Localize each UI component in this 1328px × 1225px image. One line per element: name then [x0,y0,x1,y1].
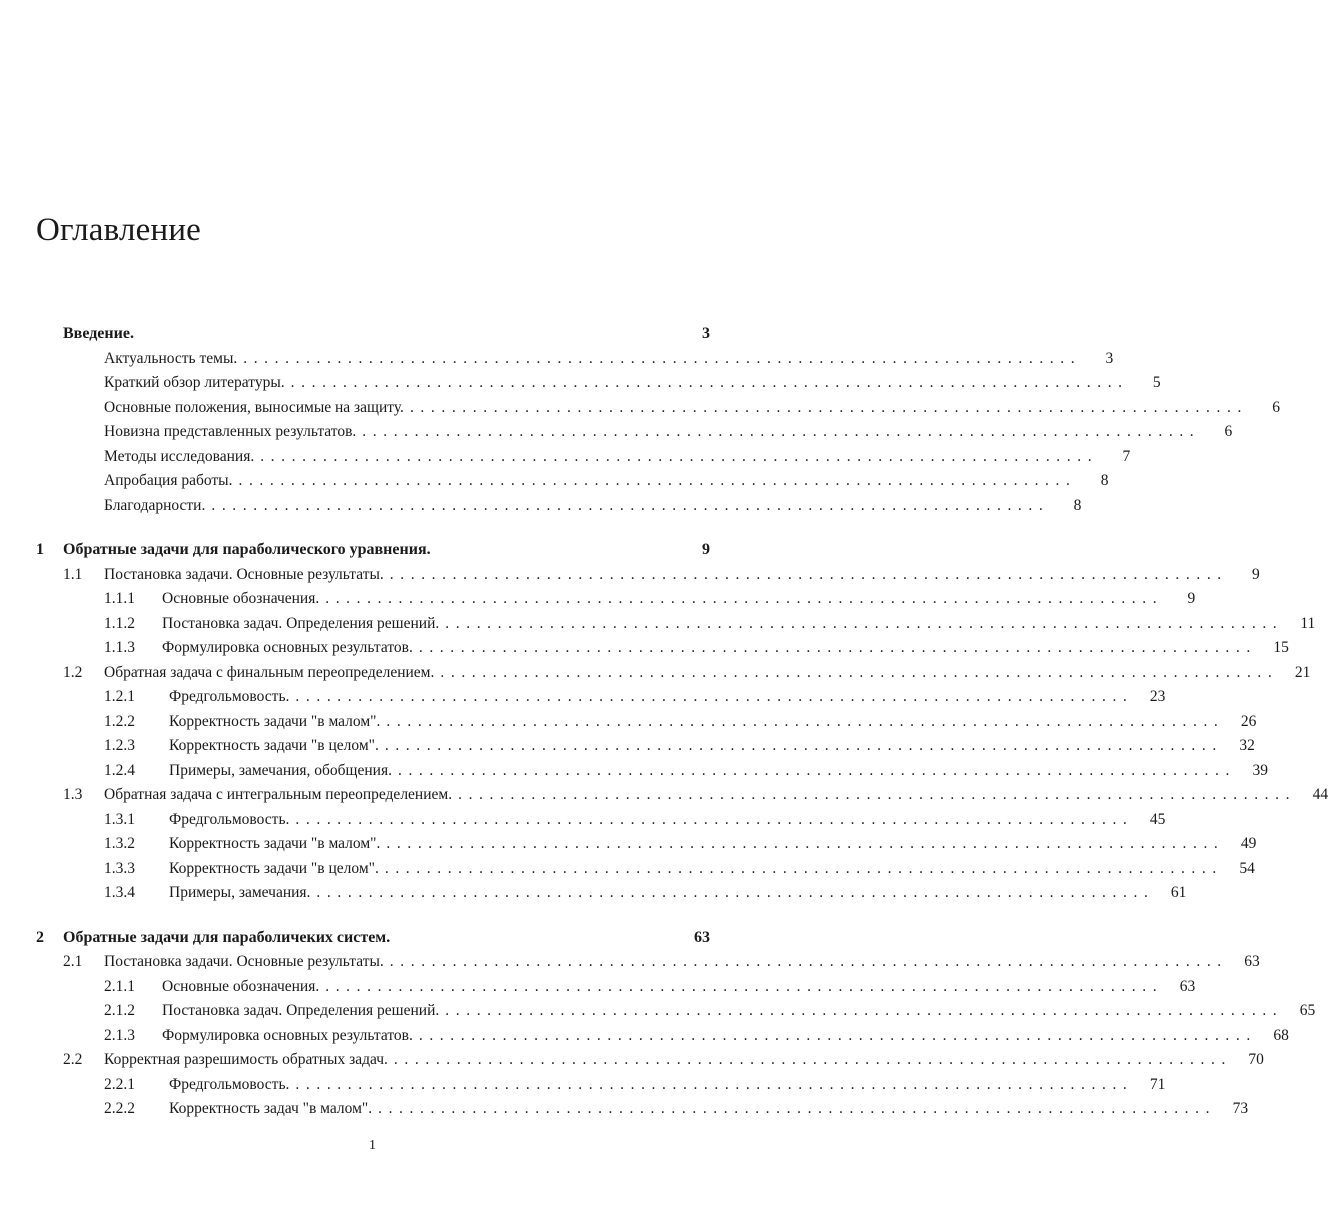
dot-leader: ................................................................................ [290,374,1129,391]
toc-entry-page: 15 [1273,639,1289,656]
toc-entry[interactable] [36,420,1233,445]
toc-entry-title: Корректность задач "в малом". [169,1100,373,1117]
toc-entry-page: 9 [1252,565,1260,583]
toc-entry-line [169,1097,1249,1122]
dot-leader: ................................................................................ [384,859,1223,877]
dot-leader: ................................................................................ [393,1051,1232,1068]
dot-leader: ................................................................................ [295,688,1134,705]
toc-entry-page: 71 [1149,1075,1166,1093]
toc-entry[interactable] [36,1097,1249,1122]
toc-entry[interactable] [36,322,710,347]
toc-entry-line [169,759,1268,784]
toc-entry-page: 3 [1105,349,1114,367]
toc-entry-line [104,371,1161,396]
toc-entry[interactable] [36,445,1131,470]
dot-leader: ................................................................................ [362,423,1201,440]
toc-entry-page: 3 [702,325,710,342]
toc-entry-number: 1.1.3 [104,639,135,656]
dot-leader: ................................................................................ [211,496,1050,514]
toc-entry-page: 63 [694,928,710,946]
toc-entry-page: 8 [1073,496,1082,514]
dot-leader: ................................................................................ [295,810,1134,828]
page-title: Оглавление [36,212,202,248]
toc-entry-page: 44 [1312,786,1328,803]
toc-entry-line [104,420,1233,445]
toc-entry[interactable] [36,832,1257,857]
toc-entry-line [104,661,1311,686]
dot-leader: ................................................................................ [389,953,1228,970]
toc-entry-title: Формулировка основных результатов. [162,1026,413,1044]
dot-leader: ................................................................................ [325,977,1164,995]
toc-entry-page: 26 [1240,712,1257,730]
toc-entry-title: Фредгольмовость. [169,1075,290,1093]
toc-entry-line [104,347,1114,372]
dot-leader: ................................................................................ [260,447,1099,465]
toc-entry-number: 1.3.2 [104,835,135,852]
toc-entry-title: Методы исследования. [104,447,255,465]
toc-entry-number: 2.2.1 [104,1075,135,1093]
toc-entry-line [104,469,1109,494]
toc-entry[interactable] [36,469,1109,494]
dot-leader: ................................................................................ [389,565,1228,583]
toc-entry-title: Благодарности. [104,496,206,514]
toc-entry-title: Корректность задачи "в целом". [169,737,379,754]
toc-entry-title: Постановка задачи. Основные результаты. [104,953,384,970]
toc-entry-page: 68 [1273,1026,1289,1044]
toc-entry-line [104,783,1328,808]
dot-leader: ................................................................................ [409,398,1248,416]
toc-entry-line [63,322,710,347]
toc-entry-title: Обратная задача с финальным переопределением. [104,663,435,681]
toc-entry-title: Обратная задача с интегральным переопределением. [104,786,453,803]
toc-entry-title: Краткий обзор литературы. [104,374,285,391]
toc-entry-title: Апробация работы. [104,472,233,489]
toc-entry-page: 8 [1100,472,1109,489]
dot-leader: ................................................................................ [378,1100,1217,1117]
toc-entry-title: Корректная разрешимость обратных задач. [104,1051,388,1068]
toc-entry-title: Новизна представленных результатов. [104,423,357,440]
toc-entry-title: Фредгольмовость. [169,810,290,828]
toc-entry-line [104,396,1280,421]
toc-entry-number: 2.1.1 [104,977,135,995]
toc-entry-number: 1.1.2 [104,614,135,632]
toc-entry-number: 2.2.2 [104,1100,135,1117]
toc-entry-number: 1.3.4 [104,884,135,901]
toc-entry-title: Актуальность темы. [104,349,238,367]
toc-entry-line [169,1073,1166,1098]
toc-entry[interactable] [36,759,1268,784]
toc-entry-number: 2.1.3 [104,1026,135,1044]
dot-leader: ................................................................................ [386,835,1225,852]
toc-entry-title: Введение. [63,325,134,342]
toc-entry-number: 1 [36,541,44,558]
toc-entry-line [169,881,1187,906]
toc-entry-title: Постановка задач. Определения решений. [162,614,440,632]
toc-entry-number: 1.1.1 [104,590,135,607]
toc-entry-title: Формулировка основных результатов. [162,639,413,656]
toc-entry-page: 63 [1179,977,1196,995]
toc-entry-line [169,832,1257,857]
toc-entry-page: 63 [1244,953,1260,970]
toc-entry-page: 23 [1149,688,1166,705]
toc-entry-page: 45 [1149,810,1166,828]
dot-leader: ................................................................................ [295,1075,1134,1093]
toc-entry-line [169,808,1166,833]
toc-entry-number: 2 [36,928,44,946]
toc-entry-page: 9 [702,541,710,558]
toc-entry-line [162,612,1316,637]
toc-entry[interactable] [36,1024,1289,1049]
dot-leader: ................................................................................ [418,639,1257,656]
toc-entry[interactable] [36,857,1255,882]
table-of-contents [36,322,1328,1122]
toc-entry-page: 9 [1187,590,1196,607]
toc-entry[interactable] [36,975,1196,1000]
dot-leader: ................................................................................ [440,663,1279,681]
toc-entry[interactable] [36,563,1260,588]
toc-entry-title: Корректность задачи "в малом". [169,835,381,852]
toc-entry-number: 1.2.4 [104,761,135,779]
toc-entry[interactable] [36,538,710,563]
toc-entry-line [162,1024,1289,1049]
toc-entry-title: Обратные задачи для параболического уравнения. [63,541,431,558]
toc-entry-title: Постановка задач. Определения решений. [162,1002,440,1019]
toc-entry-number: 1.2.1 [104,688,135,705]
toc-entry-line [63,926,710,951]
toc-entry-page: 32 [1239,737,1255,754]
toc-entry-line [162,636,1289,661]
toc-entry-number: 2.1 [63,953,83,970]
toc-entry-line [169,685,1166,710]
toc-entry-title: Постановка задачи. Основные результаты. [104,565,384,583]
toc-entry-title: Обратные задачи для параболичеких систем. [63,928,391,946]
toc-entry-line [162,975,1196,1000]
toc-entry[interactable] [36,347,1114,372]
toc-entry[interactable] [36,950,1260,975]
toc-entry[interactable] [36,371,1161,396]
dot-leader: ................................................................................ [397,761,1236,779]
toc-entry-line [104,445,1131,470]
toc-entry-page: 65 [1299,1002,1316,1019]
toc-entry-number: 1.3.3 [104,859,135,877]
toc-entry-page: 61 [1170,884,1187,901]
toc-entry-page: 11 [1300,614,1316,632]
toc-entry[interactable] [36,999,1316,1024]
toc-entry-number: 1.1 [63,565,83,583]
toc-entry-line [169,710,1257,735]
toc-entry-page: 7 [1122,447,1131,465]
toc-entry-line [104,1048,1264,1073]
toc-entry-page: 70 [1248,1051,1264,1068]
toc-entry-title: Примеры, замечания. [169,884,311,901]
toc-entry-number: 1.2.2 [104,712,135,730]
toc-entry[interactable] [36,612,1316,637]
toc-entry-page: 6 [1272,398,1280,416]
toc-entry-page: 54 [1239,859,1255,877]
toc-entry-title: Основные обозначения. [162,590,320,607]
toc-entry-line [63,538,710,563]
dot-leader: ................................................................................ [418,1026,1257,1044]
toc-entry-number: 1.3.1 [104,810,135,828]
toc-entry[interactable] [36,808,1166,833]
dot-leader: ................................................................................ [325,590,1164,607]
toc-entry-page: 6 [1224,423,1233,440]
toc-entry-page: 39 [1252,761,1268,779]
toc-entry-line [169,857,1255,882]
toc-entry-line [169,734,1255,759]
toc-entry-title: Фредгольмовость. [169,688,290,705]
toc-entry[interactable] [36,710,1257,735]
dot-leader: ................................................................................ [243,349,1082,367]
toc-entry[interactable] [36,783,1328,808]
toc-entry-number: 2.1.2 [104,1002,135,1019]
toc-entry-page: 5 [1152,374,1161,391]
toc-entry[interactable] [36,1073,1166,1098]
toc-entry[interactable] [36,685,1166,710]
toc-entry[interactable] [36,734,1255,759]
toc-entry-title: Основные обозначения. [162,977,320,995]
toc-entry-title: Основные положения, выносимые на защиту. [104,398,404,416]
toc-entry-line [104,494,1082,519]
toc-entry-line [162,587,1196,612]
toc-entry-page: 21 [1294,663,1311,681]
dot-leader: ................................................................................ [386,712,1225,730]
toc-entry-number: 1.2.3 [104,737,135,754]
dot-leader: ................................................................................ [445,1002,1284,1019]
toc-entry[interactable] [36,636,1289,661]
toc-entry[interactable] [36,661,1311,686]
toc-entry-number: 1.3 [63,786,83,803]
toc-entry[interactable] [36,1048,1264,1073]
dot-leader: ................................................................................ [384,737,1223,754]
toc-entry-number: 1.2 [63,663,83,681]
toc-entry-page: 49 [1240,835,1257,852]
toc-entry-title: Корректность задачи "в малом". [169,712,381,730]
toc-entry-page: 73 [1232,1100,1249,1117]
dot-leader: ................................................................................ [445,614,1284,632]
toc-entry[interactable] [36,587,1196,612]
toc-entry[interactable] [36,494,1082,519]
page-number: 1 [369,1138,376,1153]
toc-entry-title: Примеры, замечания, обобщения. [169,761,392,779]
dot-leader: ................................................................................ [238,472,1077,489]
toc-entry-line [104,950,1260,975]
toc-entry-line [104,563,1260,588]
toc-entry-number: 2.2 [63,1051,83,1068]
toc-entry[interactable] [36,926,710,951]
dot-leader: ................................................................................ [458,786,1297,803]
toc-entry[interactable] [36,396,1280,421]
toc-entry-title: Корректность задачи "в целом". [169,859,379,877]
toc-entry-line [162,999,1316,1024]
dot-leader: ................................................................................ [316,884,1155,901]
toc-entry[interactable] [36,881,1187,906]
